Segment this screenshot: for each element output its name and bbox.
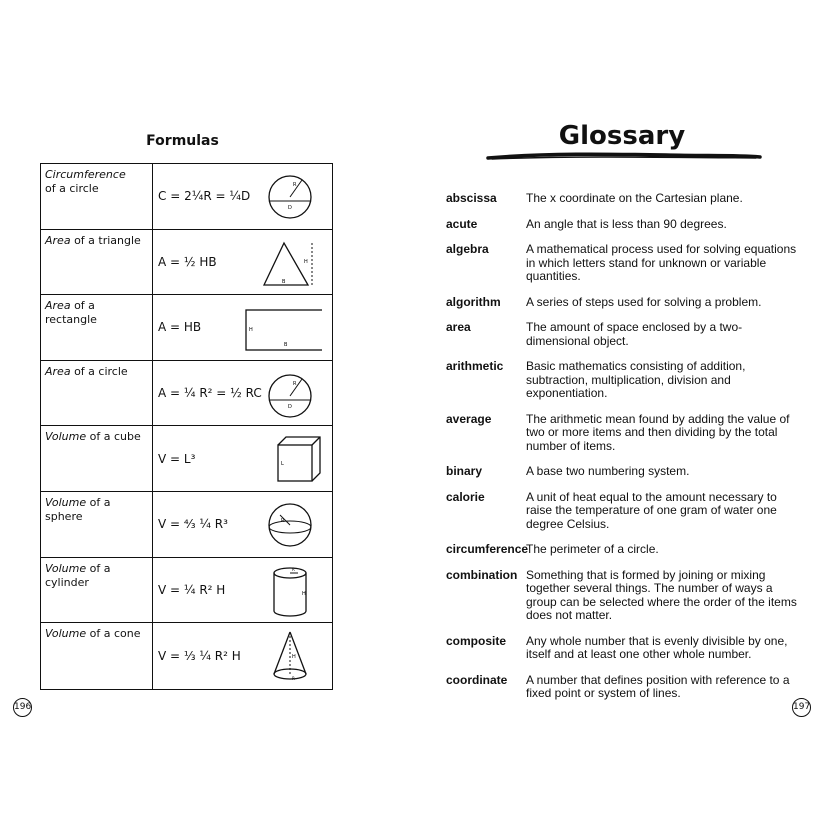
svg-text:R: R — [293, 380, 297, 387]
glossary-entry — [446, 413, 806, 454]
glossary-entry — [446, 243, 806, 284]
glossary-term: arithmetic — [446, 359, 504, 373]
glossary-definition: A unit of heat equal to the amount necessary to raise the temperature of one gram of water one degree Celsius. — [526, 489, 777, 531]
glossary-definition: The perimeter of a circle. — [526, 542, 659, 556]
svg-text:R: R — [281, 517, 285, 524]
glossary-entry — [446, 465, 806, 479]
formula-cell — [153, 558, 332, 623]
formula-text: V = ⁴⁄₃ ¼ R³ — [158, 517, 228, 532]
glossary-entry — [446, 192, 806, 206]
glossary-entry — [446, 321, 806, 348]
svg-text:H: H — [302, 590, 306, 597]
svg-text:L: L — [281, 461, 284, 468]
glossary-entry — [446, 635, 806, 662]
formula-row — [41, 230, 332, 296]
formulas-table — [40, 163, 333, 690]
glossary-definition: A mathematical process used for solving equations in which letters stand for unknown or variable quantities. — [526, 242, 797, 283]
glossary-term: area — [446, 320, 471, 334]
svg-text:R: R — [292, 676, 295, 682]
formula-row — [41, 623, 332, 689]
sphere-icon — [254, 497, 326, 553]
formula-text: V = ⅓ ¼ R² H — [158, 648, 241, 663]
glossary-term: composite — [446, 633, 507, 648]
glossary-entry — [446, 491, 806, 532]
formula-text: A = HB — [158, 320, 202, 335]
cube-icon — [254, 431, 326, 487]
glossary-term: abscissa — [446, 191, 497, 205]
formula-row — [41, 426, 332, 492]
formula-name: Volume of a cone — [41, 623, 153, 689]
glossary-title: Glossary — [558, 121, 686, 151]
glossary-definition: A base two numbering system. — [526, 464, 690, 478]
glossary-term: coordinate — [446, 672, 508, 687]
formula-cell — [153, 426, 332, 491]
formula-cell — [153, 164, 332, 229]
formula-cell — [153, 230, 332, 295]
page-number: 196 — [13, 698, 32, 717]
svg-text:B: B — [284, 342, 288, 349]
svg-text:H: H — [249, 327, 253, 334]
page-number: 197 — [792, 698, 811, 717]
formula-row — [41, 295, 332, 361]
title-underline-brush — [486, 150, 762, 162]
right-page — [412, 0, 824, 822]
svg-text:H: H — [304, 258, 308, 265]
glossary-definition: The arithmetic mean found by adding the value of two or more items and then dividing by the total number of items. — [526, 411, 790, 453]
glossary-definition: Something that is formed by joining or mixing together several things. The number of ways a group can be selected where the order of the items does not matter. — [526, 567, 797, 622]
svg-text:D: D — [288, 205, 292, 211]
svg-text:B: B — [282, 278, 286, 285]
formula-name: Volume of a cube — [41, 426, 153, 491]
formula-text: A = ¼ R² = ½ RC — [158, 386, 262, 401]
glossary-entry — [446, 218, 806, 232]
glossary-definition: Any whole number that is evenly divisible by one, itself and at least one other whole number. — [526, 633, 788, 661]
glossary-entry — [446, 360, 806, 401]
glossary-term: calorie — [446, 489, 485, 504]
cylinder-icon — [254, 563, 326, 619]
formulas-title: Formulas — [146, 133, 219, 149]
formula-name: Volume of a cylinder — [41, 558, 153, 623]
formula-row — [41, 558, 332, 624]
formula-cell — [153, 623, 332, 689]
cone-icon — [254, 628, 326, 684]
circle-icon — [254, 169, 326, 225]
glossary-entry — [446, 543, 806, 557]
glossary-definition: The x coordinate on the Cartesian plane. — [526, 191, 743, 205]
formula-text: C = 2¼R = ¼D — [158, 189, 251, 204]
glossary-definition: The amount of space enclosed by a two-dimensional object. — [526, 320, 743, 348]
svg-text:D: D — [288, 403, 292, 410]
formula-text: A = ½ HB — [158, 254, 217, 269]
glossary-term: average — [446, 411, 492, 426]
glossary-list — [446, 192, 806, 713]
formula-cell — [153, 492, 332, 557]
glossary-entry — [446, 569, 806, 623]
glossary-definition: A number that defines position with reference to a fixed point or system of lines. — [526, 672, 790, 700]
formula-cell — [153, 295, 332, 360]
formula-row — [41, 492, 332, 558]
glossary-entry — [446, 296, 806, 310]
glossary-term: acute — [446, 216, 478, 231]
glossary-entry — [446, 674, 806, 701]
glossary-definition: A series of steps used for solving a problem. — [526, 294, 762, 309]
formula-text: V = ¼ R² H — [158, 582, 226, 597]
formula-name: Volume of a sphere — [41, 492, 153, 557]
formula-row — [41, 164, 332, 230]
formula-name: Area of a triangle — [41, 230, 153, 295]
formula-name: Circumference of a circle — [41, 164, 153, 229]
svg-text:R: R — [293, 182, 297, 188]
glossary-definition: An angle that is less than 90 degrees. — [526, 216, 727, 231]
svg-text:R: R — [292, 566, 295, 572]
triangle-icon — [254, 235, 326, 291]
svg-text:H: H — [292, 654, 296, 661]
formula-row — [41, 361, 332, 427]
glossary-term: algorithm — [446, 294, 501, 309]
glossary-term: algebra — [446, 242, 489, 256]
glossary-term: combination — [446, 567, 518, 582]
formula-cell — [153, 361, 332, 426]
rectangle-icon — [238, 300, 322, 356]
glossary-term: circumference — [446, 542, 529, 556]
glossary-definition: Basic mathematics consisting of addition, subtraction, multiplication, division and exponentiation. — [526, 359, 746, 400]
formula-text: V = L³ — [158, 451, 196, 466]
formula-name: Area of a circle — [41, 361, 153, 426]
glossary-term: binary — [446, 464, 483, 478]
circle-icon — [254, 366, 326, 422]
formula-name: Area of a rectangle — [41, 295, 153, 360]
